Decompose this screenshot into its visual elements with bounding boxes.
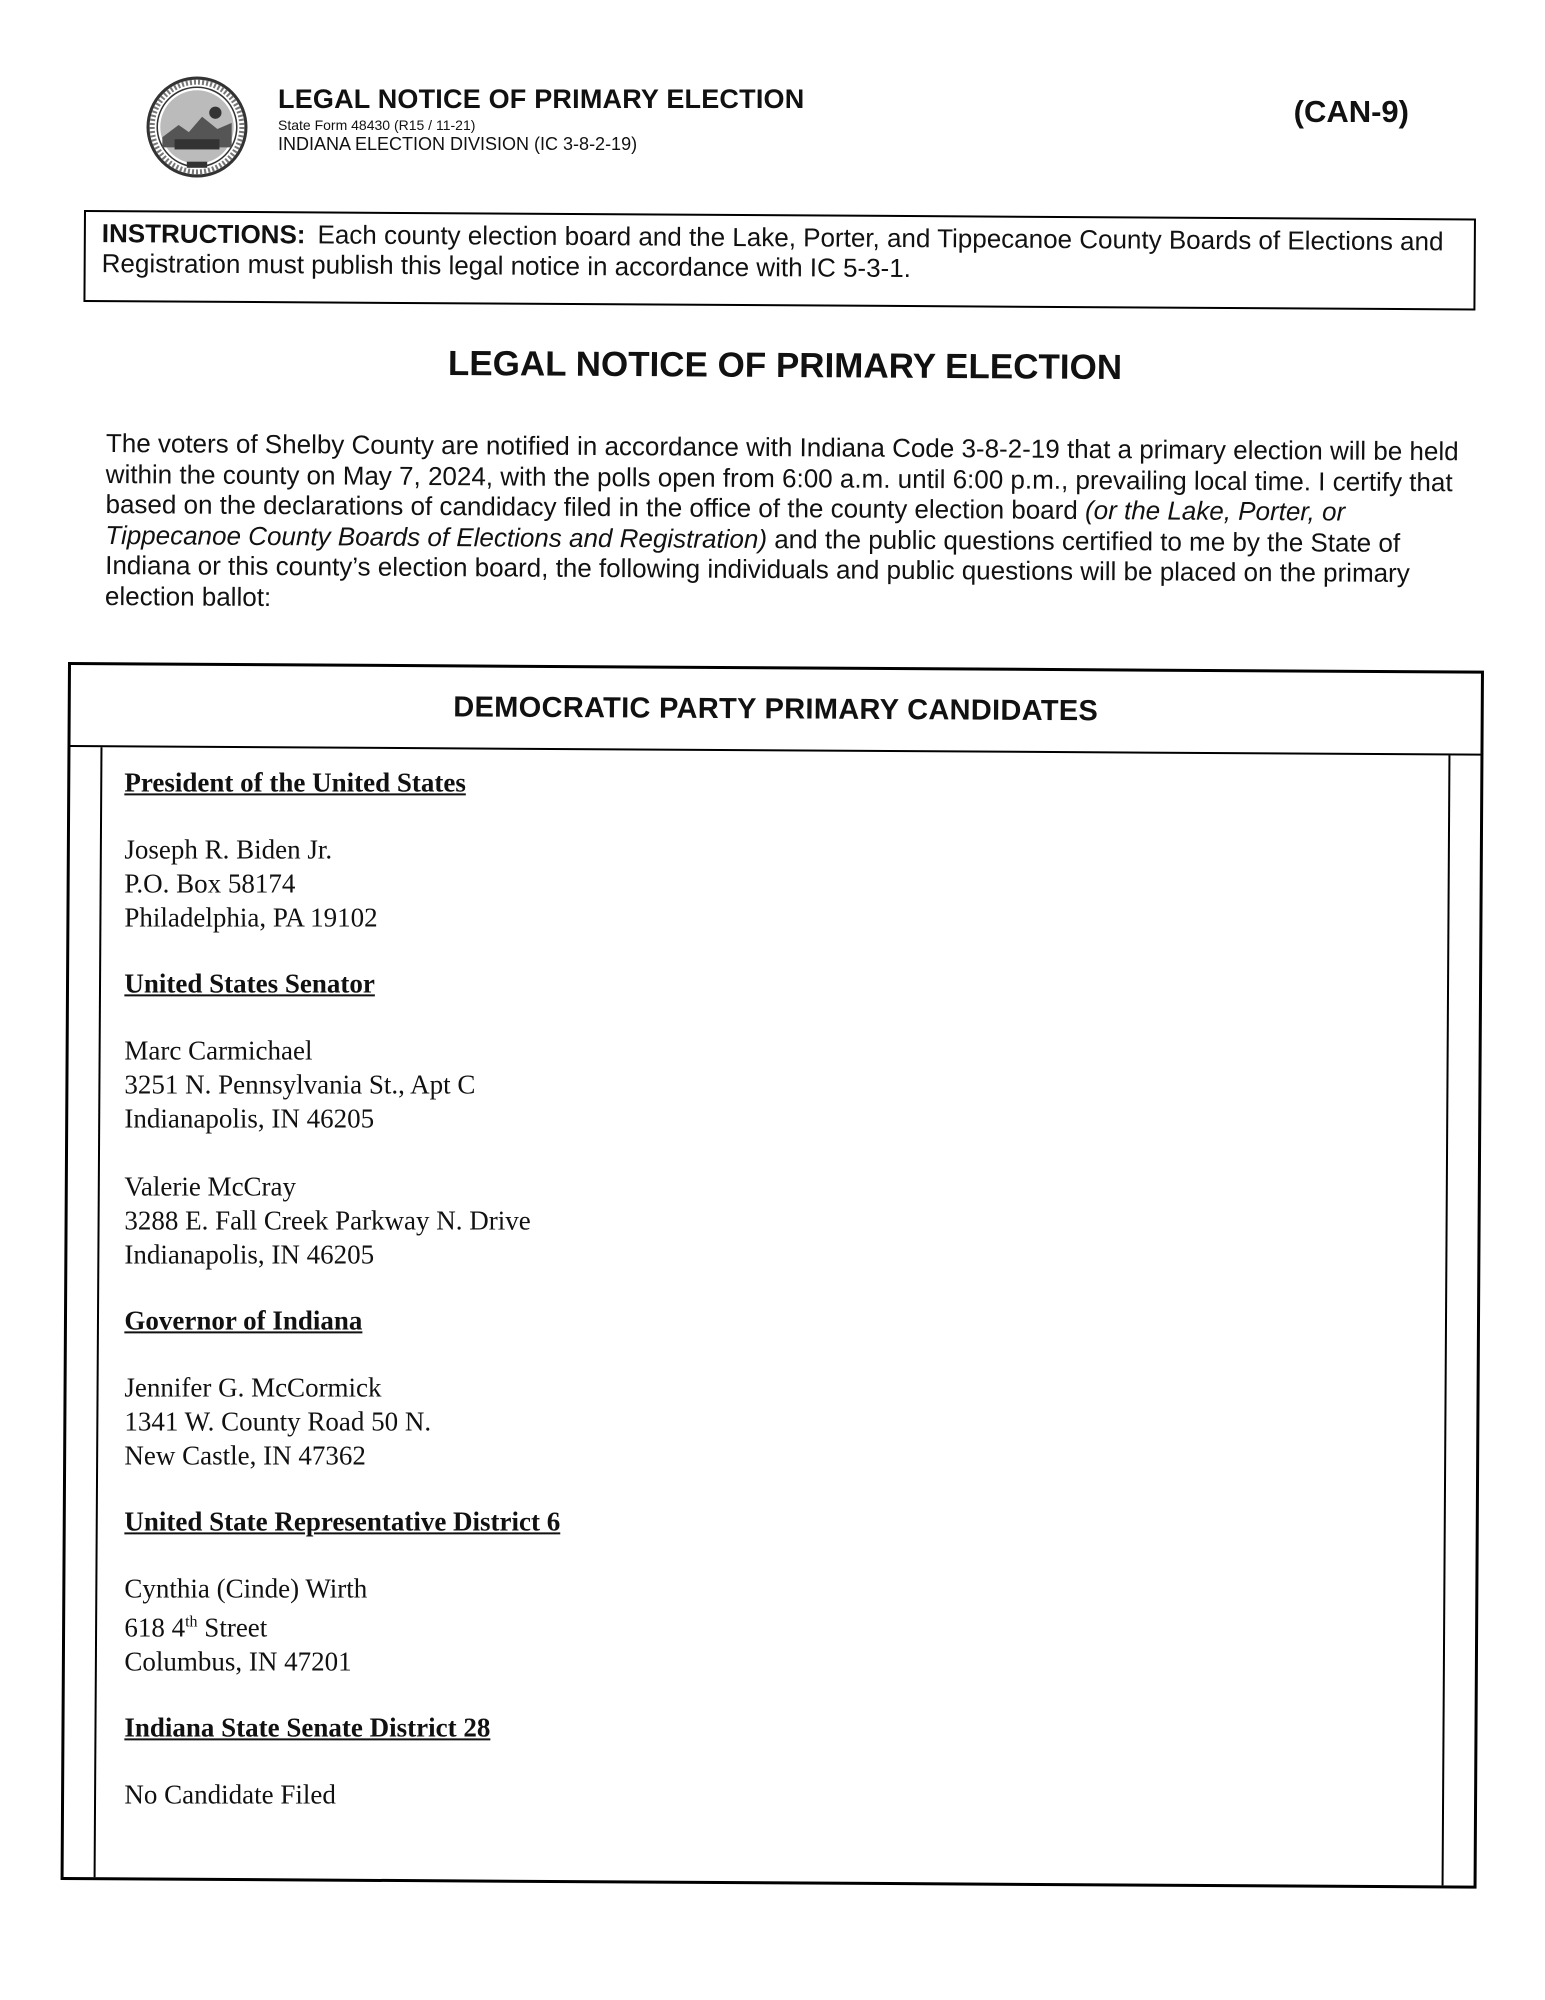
party-heading: DEMOCRATIC PARTY PRIMARY CANDIDATES	[70, 665, 1480, 756]
office-title: United State Representative District 6	[124, 1506, 561, 1537]
candidate-entry	[124, 1571, 560, 1678]
candidate-city: Indianapolis, IN 46205	[124, 1239, 375, 1270]
candidate-address	[124, 1605, 560, 1644]
indiana-state-seal	[146, 76, 248, 178]
candidate-entry	[124, 832, 560, 934]
address-street: Street	[197, 1612, 268, 1643]
candidates-list	[124, 767, 560, 1845]
candidate-address: P.O. Box 58174	[124, 868, 296, 899]
intro-text-1: The voters of Shelby County are notified in accordance with Indiana Code 3-8-2-19 that a primary election will be held within the county on May 7, 2024, with the polls open from 6:00 a.m. until 6:00 p.m., prevailing local time. I certify that based on the declarations of candidacy filed in the office of the county election board	[105, 428, 1459, 525]
office-title: United States Senator	[124, 968, 375, 999]
candidate-name: Joseph R. Biden Jr.	[124, 834, 333, 865]
state-form-number: State Form 48430 (R15 / 11-21)	[278, 117, 476, 133]
candidate-entry	[124, 1169, 560, 1271]
candidate-entry	[124, 1370, 560, 1472]
candidate-name: Jennifer G. McCormick	[124, 1372, 382, 1403]
candidate-address: 3251 N. Pennsylvania St., Apt C	[124, 1069, 476, 1100]
office-title: President of the United States	[124, 767, 466, 798]
candidate-entry	[124, 1033, 560, 1135]
address-number: 618 4	[124, 1612, 186, 1643]
office-title: Governor of Indiana	[124, 1305, 363, 1336]
candidate-name: Marc Carmichael	[124, 1035, 313, 1066]
candidate-city: Columbus, IN 47201	[124, 1646, 352, 1677]
candidates-panel	[94, 747, 1451, 1885]
candidate-city: Indianapolis, IN 46205	[124, 1103, 375, 1134]
form-title: LEGAL NOTICE OF PRIMARY ELECTION	[278, 84, 805, 114]
no-candidate-note	[124, 1777, 560, 1811]
office-title: Indiana State Senate District 28	[124, 1712, 491, 1743]
no-candidate-text: No Candidate Filed	[124, 1779, 336, 1810]
election-division: INDIANA ELECTION DIVISION (IC 3-8-2-19)	[278, 134, 638, 154]
candidates-box	[61, 662, 1484, 1889]
candidate-name: Valerie McCray	[124, 1171, 297, 1202]
form-header	[278, 84, 804, 155]
ordinal-suffix: th	[185, 1613, 198, 1631]
intro-text-2: and the public questions certified to me by the State of Indiana or this county’s election board, the following individuals and public questions will be placed on the primary election ballot:	[104, 523, 1410, 612]
candidate-city: Philadelphia, PA 19102	[124, 902, 378, 933]
form-code: (CAN-9)	[1293, 94, 1409, 129]
candidate-address: 1341 W. County Road 50 N.	[124, 1406, 432, 1437]
instructions-text: Each county election board and the Lake, Porter, and Tippecanoe County Boards of Elections and Registration must publish this legal notice in accordance with IC 5-3-1.	[101, 219, 1444, 284]
candidate-address: 3288 E. Fall Creek Parkway N. Drive	[124, 1205, 531, 1236]
document-title: LEGAL NOTICE OF PRIMARY ELECTION	[447, 343, 1123, 388]
candidate-city: New Castle, IN 47362	[124, 1440, 366, 1471]
instructions-label: INSTRUCTIONS:	[101, 218, 306, 250]
intro-italic: (or the Lake, Porter, or Tippecanoe County Boards of Elections and Registration)	[105, 494, 1346, 554]
candidate-name: Cynthia (Cinde) Wirth	[124, 1573, 368, 1604]
intro-paragraph	[105, 428, 1462, 619]
instructions-box	[83, 210, 1476, 311]
